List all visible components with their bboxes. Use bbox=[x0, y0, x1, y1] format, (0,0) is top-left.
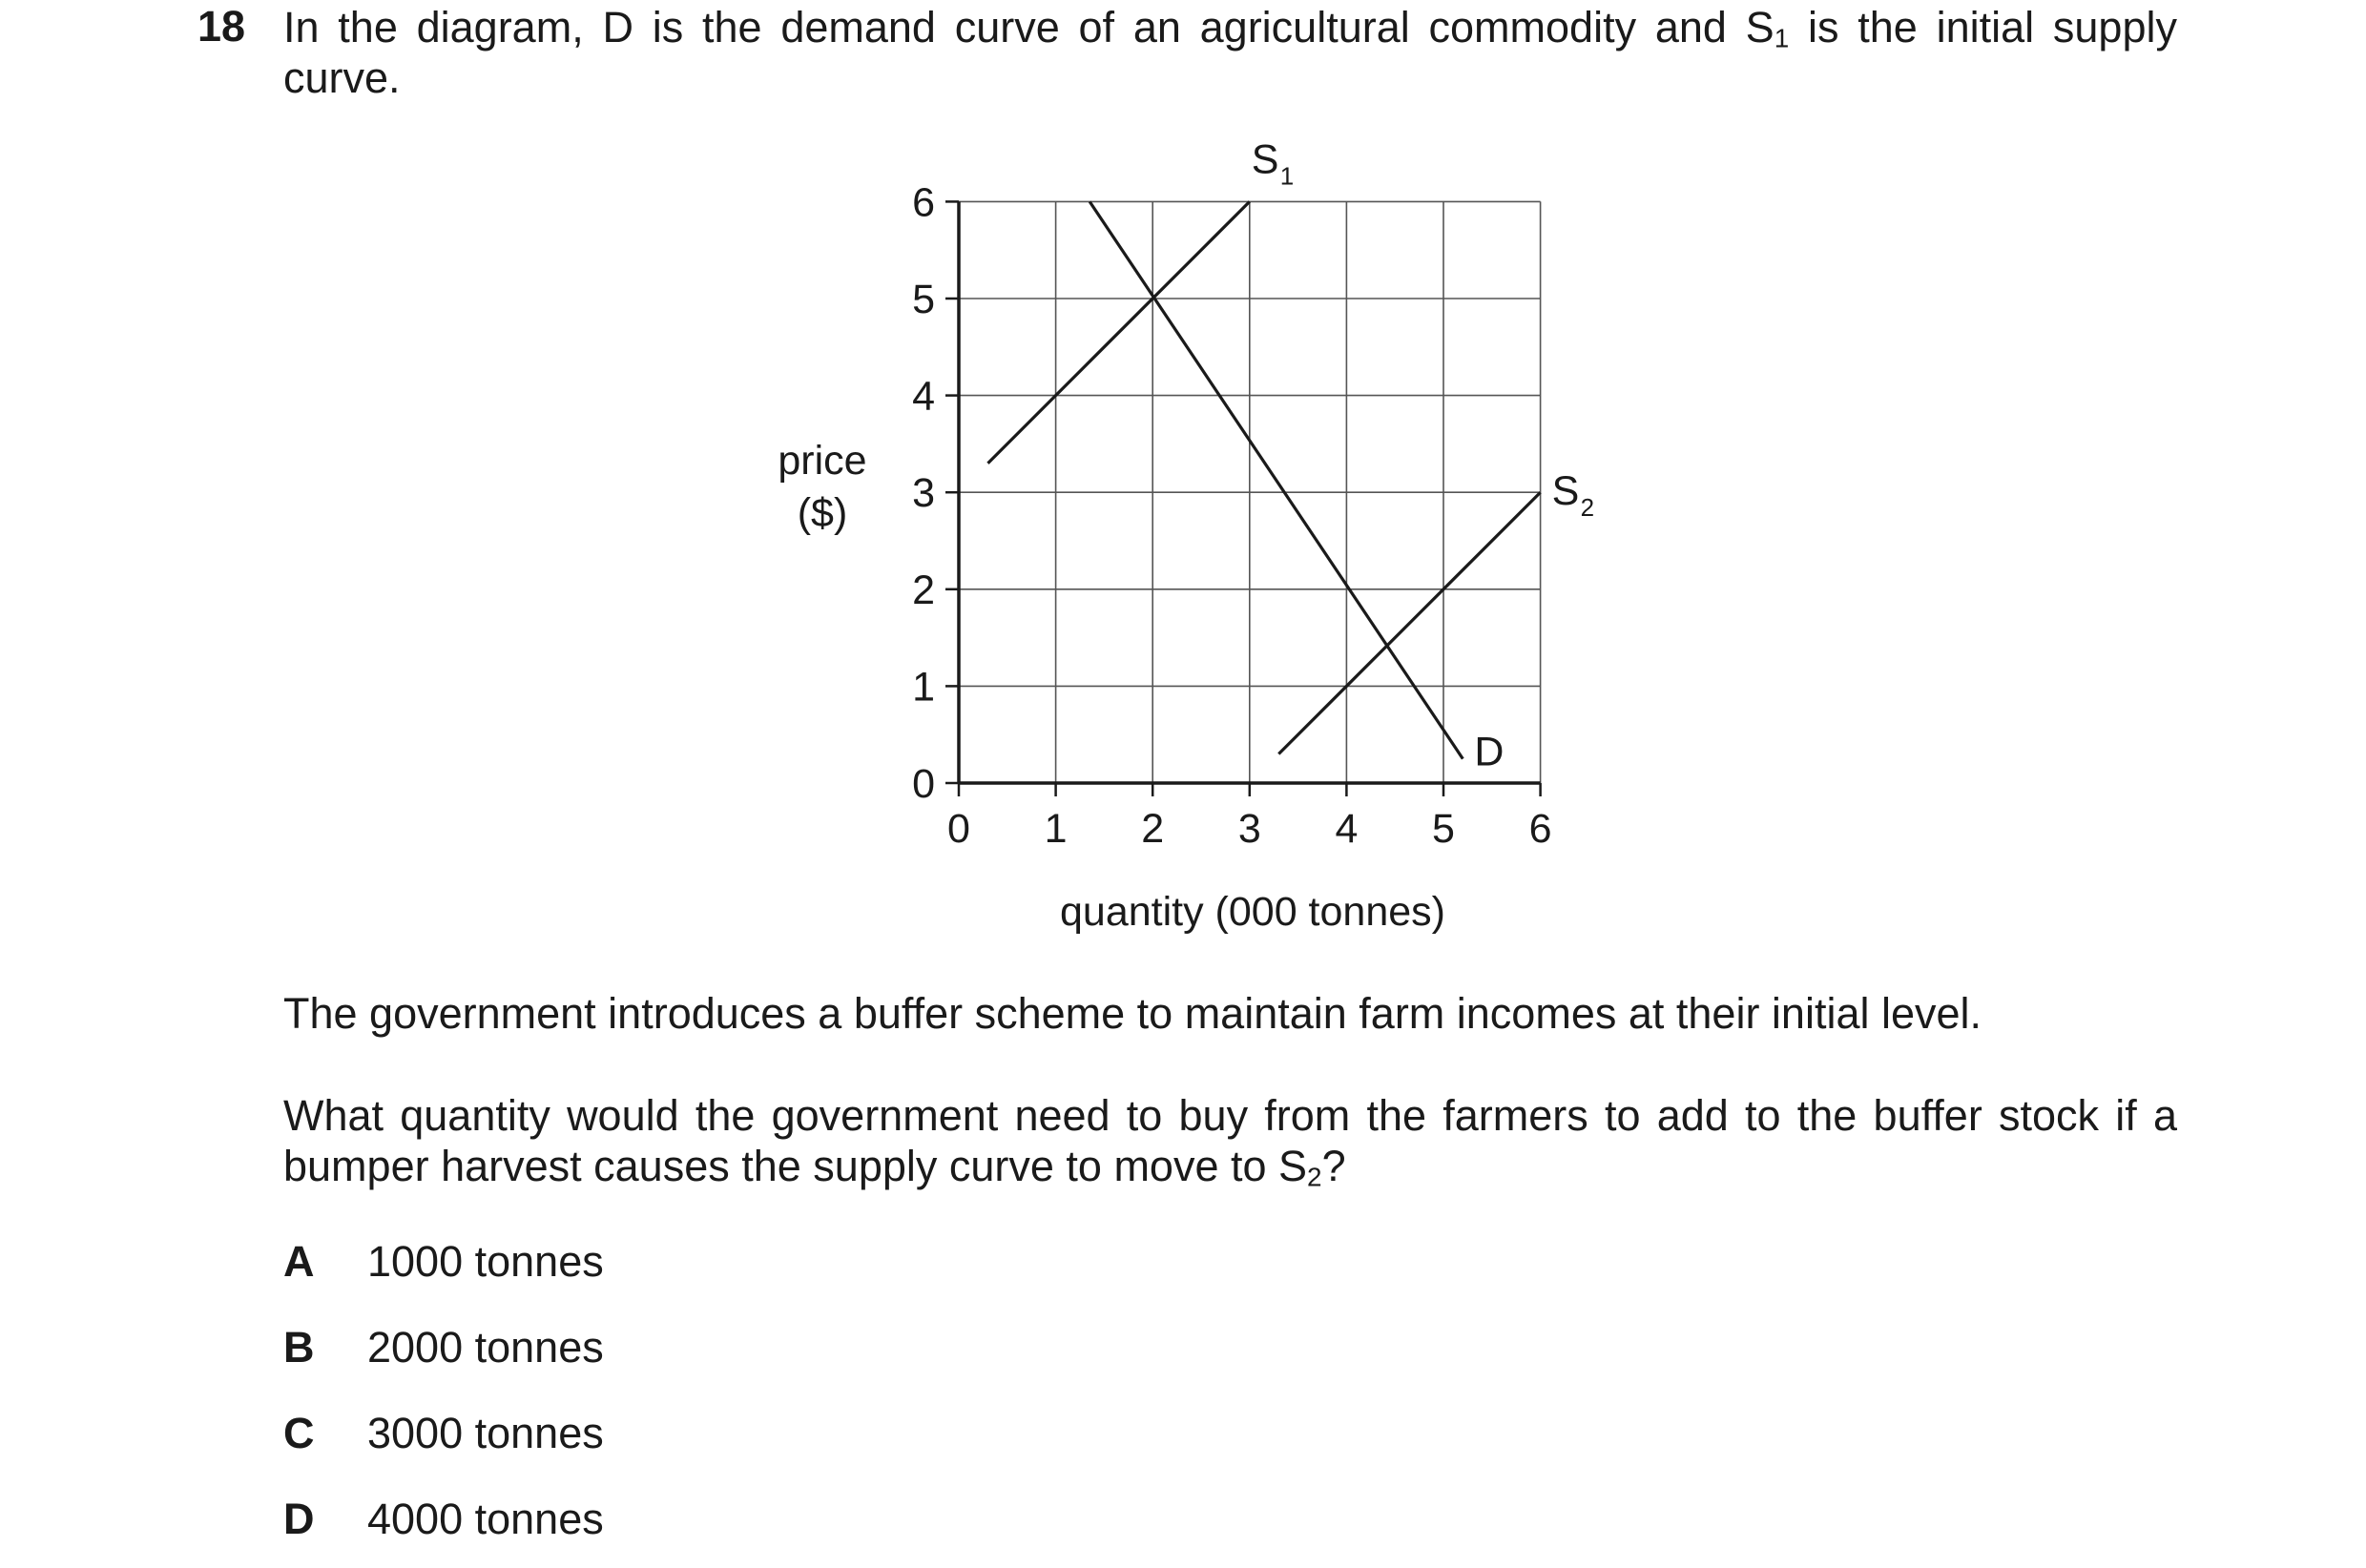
y-tick-label: 6 bbox=[912, 179, 935, 226]
curve-label-s2 bbox=[1552, 468, 1594, 522]
curve-label-letter: S bbox=[1251, 136, 1279, 183]
x-tick-label: 4 bbox=[1335, 806, 1359, 852]
option-text: 3000 tonnes bbox=[367, 1409, 604, 1457]
y-axis-label-price: price bbox=[778, 438, 867, 484]
curve-label-subscript: 2 bbox=[1580, 493, 1595, 523]
curves bbox=[987, 136, 1594, 774]
y-tick-label: 2 bbox=[912, 567, 935, 613]
curve-label-letter: S bbox=[1551, 468, 1580, 515]
option-text: 1000 tonnes bbox=[367, 1237, 604, 1286]
curve-label-s1 bbox=[1252, 136, 1294, 190]
curve-label-subscript: 1 bbox=[1279, 161, 1295, 191]
y-tick-label: 3 bbox=[912, 470, 935, 517]
option-letter: D bbox=[283, 1495, 315, 1543]
grid-lines bbox=[959, 201, 1541, 783]
option-a[interactable] bbox=[283, 1236, 604, 1287]
x-tick-label: 6 bbox=[1528, 806, 1552, 852]
axes bbox=[945, 201, 1541, 796]
option-text: 4000 tonnes bbox=[367, 1495, 604, 1543]
stem-text-2: is the initial supply curve. bbox=[283, 3, 2177, 102]
question-subscript: 2 bbox=[1307, 1162, 1322, 1192]
scenario-text: The government introduces a buffer scheme to maintain farm incomes at their initial level. bbox=[283, 989, 1982, 1038]
curve-s1 bbox=[987, 201, 1249, 463]
x-tick-label: 2 bbox=[1141, 806, 1165, 852]
stem-text-1: In the diagram, D is the demand curve of an agricultural commodity and S bbox=[283, 3, 1774, 52]
curve-label-d bbox=[1474, 730, 1504, 775]
y-tick-label: 5 bbox=[912, 277, 935, 322]
x-axis-label: quantity (000 tonnes) bbox=[1060, 889, 1445, 935]
question-number: 18 bbox=[197, 2, 246, 51]
x-tick-label: 1 bbox=[1044, 806, 1068, 852]
y-axis-label-unit: ($) bbox=[797, 490, 848, 536]
x-tick-label: 3 bbox=[1237, 806, 1261, 852]
option-b[interactable] bbox=[283, 1322, 604, 1372]
y-tick-label: 1 bbox=[912, 664, 935, 711]
curve-s2 bbox=[1278, 492, 1540, 753]
x-tick-label: 5 bbox=[1432, 806, 1455, 852]
option-c[interactable] bbox=[283, 1408, 604, 1458]
question-text-2: ? bbox=[1321, 1142, 1346, 1190]
curve-d bbox=[1090, 201, 1463, 758]
question-text-1: What quantity would the government need to buy from the farmers to add to the buffer stock if a bumper harvest causes the supply curve to move to S bbox=[283, 1091, 2177, 1190]
y-tick-label: 0 bbox=[912, 761, 935, 807]
x-tick-label: 0 bbox=[947, 806, 970, 852]
option-letter: B bbox=[283, 1323, 315, 1372]
option-letter: C bbox=[283, 1409, 315, 1457]
y-tick-label: 4 bbox=[912, 373, 935, 420]
option-text: 2000 tonnes bbox=[367, 1323, 604, 1372]
curve-label-letter: D bbox=[1474, 729, 1505, 775]
option-letter: A bbox=[283, 1237, 315, 1286]
question-text bbox=[283, 1090, 2177, 1191]
option-d[interactable] bbox=[283, 1494, 604, 1544]
stem-subscript: 1 bbox=[1774, 23, 1790, 53]
